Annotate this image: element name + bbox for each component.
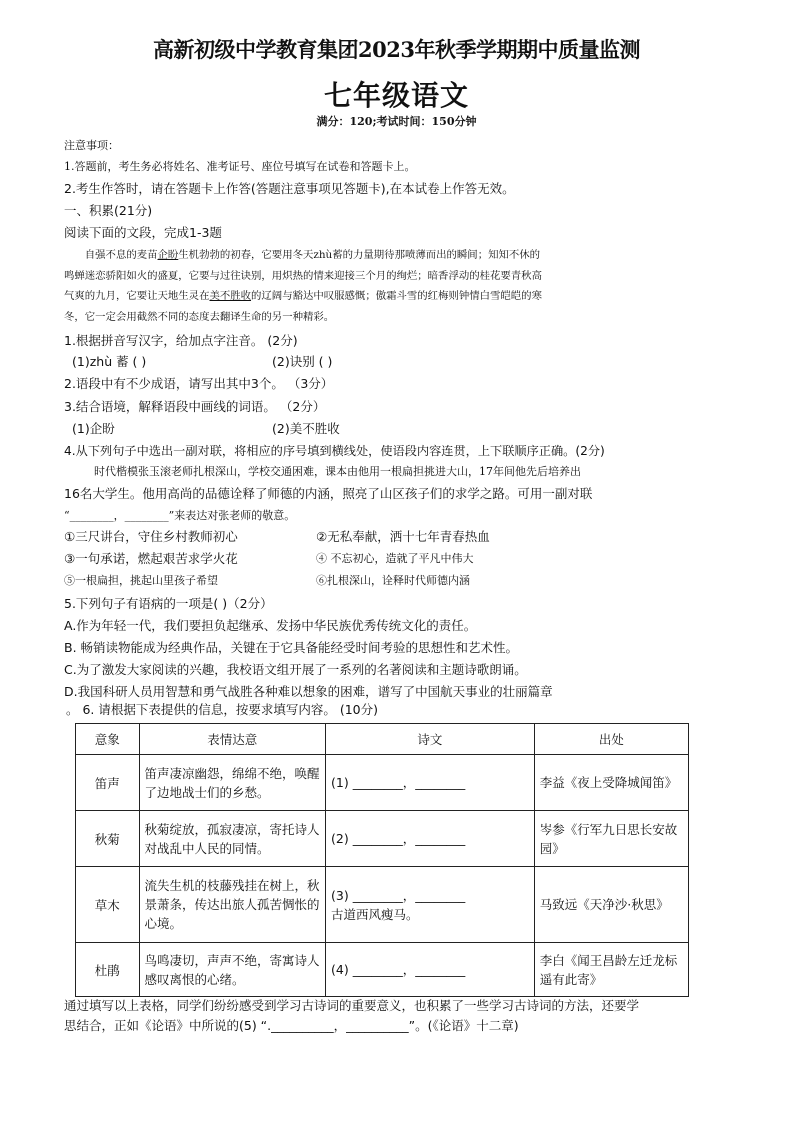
question-5-a: A.作为年轻一代，我们要担负起继承、发扬中华民族优秀传统文化的责任。 [64, 618, 477, 633]
option-4: ④ 不忘初心，造就了平凡中伟大 [316, 552, 474, 565]
question-5-stem: 5.下列句子有语病的一项是( )（2分） [64, 596, 273, 611]
section-1-title: 一、积累(21分) [64, 203, 153, 218]
cell-source: 李白《闻王昌龄左迁龙标遥有此寄》 [534, 943, 688, 997]
question-5-b: B. 畅销读物能成为经典作品，关键在于它具备能经受时间考验的思想性和艺术性。 [64, 640, 519, 655]
option-6: ⑥扎根深山，诠释时代师德内涵 [316, 574, 470, 587]
question-3-b: (2)美不胜收 [272, 421, 340, 436]
underlined-word-meibushengshou: 美不胜收 [209, 290, 252, 302]
poem-table [75, 723, 689, 997]
question-2-stem: 2.语段中有不少成语，请写出其中3个。 （3分） [64, 376, 334, 391]
passage-line-1: 自强不息的麦苗企盼生机勃勃的初春，它要用冬天zhù蓄的力量期待那喷薄而出的瞬间；知知不休的 [84, 249, 541, 261]
option-1: ①三尺讲台，守住乡村教师初心 [64, 529, 238, 544]
question-4-para-1: 时代楷模张玉滚老师扎根深山，学校交通困难，课本由他用一根扁担挑进大山，17年间他先后培养出 [94, 465, 581, 478]
table-header-image: 意象 [76, 724, 140, 755]
passage-line-3: 气爽的九月，它要让天地生灵在美不胜收的辽阔与豁达中叹服感慨；傲霜斗雪的红梅则钟情白雪皑皑的寒 [64, 290, 542, 302]
question-5-c: C.为了激发大家阅读的兴趣，我校语文组开展了一系列的名著阅读和主题诗歌朗诵。 [64, 662, 527, 677]
table-row [76, 867, 689, 943]
underlined-word-qipan: 企盼 [157, 249, 179, 261]
cell-image: 草木 [76, 867, 140, 943]
question-4-stem: 4.从下列句子中选出一副对联，将相应的序号填到横线处，使语段内容连贯，上下联顺序正确。(2分) [64, 444, 605, 458]
question-6-footer [64, 996, 744, 1036]
cell-image: 杜鹃 [76, 943, 140, 997]
question-5-d: D.我国科研人员用智慧和勇气战胜各种难以想象的困难，谱写了中国航天事业的壮丽篇章 [64, 684, 553, 699]
reading-passage [64, 245, 724, 327]
passage-line-4: 冬，它一定会用截然不同的态度去翻译生命的另一种精彩。 [64, 310, 335, 323]
cell-meaning: 流失生机的枝藤残挂在树上，秋景萧条，传达出旅人孤苦惆怅的心境。 [139, 867, 326, 943]
table-header-poem: 诗文 [326, 724, 535, 755]
cell-meaning: 鸟鸣凄切，声声不绝，寄寓诗人感叹离恨的心绪。 [139, 943, 326, 997]
footer-line-2: 思结合，正如《论语》中所说的(5) “.__________，__________”。(《论语》十二章) [64, 1018, 519, 1033]
table-header-row [76, 724, 689, 755]
question-6-stem: 。 6. 请根据下表提供的信息，按要求填写内容。 (10分) [66, 702, 379, 717]
cell-poem-blank[interactable]: (3) ________，________ [331, 887, 466, 903]
table-row [76, 943, 689, 997]
cell-source: 李益《夜上受降城闻笛》 [534, 755, 688, 811]
exam-title: 高新初级中学教育集团2023年秋季学期期中质量监测 [153, 37, 640, 62]
cell-meaning: 笛声凄凉幽怨，绵绵不绝，唤醒了边地战士们的乡愁。 [139, 755, 326, 811]
note-2: 2.考生作答时，请在答题卡上作答(答题注意事项见答题卡),在本试卷上作答无效。 [64, 181, 515, 196]
option-3: ③一句承诺，燃起艰苦求学火花 [64, 551, 238, 566]
option-2: ②无私奉献，洒十七年青春热血 [316, 529, 490, 544]
exam-meta: 满分：120;考试时间：150分钟 [316, 115, 477, 128]
footer-line-1: 通过填写以上表格，同学们纷纷感受到学习古诗词的重要意义，也积累了一些学习古诗词的方法，还要学 [64, 998, 640, 1013]
cell-poem-blank[interactable]: (2) ________，________ [326, 811, 535, 867]
passage-line-2: 鸣蝉迷恋骄阳如火的盛夏，它要与过往诀别，用炽热的情来迎接三个月的绚烂；暗香浮动的桂花要青秋高 [64, 269, 542, 282]
table-row [76, 811, 689, 867]
question-1-b: (2)诀别 ( ) [272, 354, 333, 369]
question-4-para-3: “________，________”来表达对张老师的敬意。 [64, 509, 296, 522]
notes-heading: 注意事项： [64, 139, 119, 152]
table-header-source: 出处 [534, 724, 688, 755]
cell-source: 岑参《行军九日思长安故园》 [534, 811, 688, 867]
question-1-a: (1)zhù 蓄 ( ) [72, 354, 147, 369]
note-1: 1.答题前，考生务必将姓名、准考证号、座位号填写在试卷和答题卡上。 [64, 160, 416, 173]
cell-poem-blank[interactable]: (4) ________，________ [326, 943, 535, 997]
cell-source: 马致远《天净沙·秋思》 [534, 867, 688, 943]
cell-poem-blank[interactable]: (1) ________，________ [326, 755, 535, 811]
option-5: ⑤一根扁担，挑起山里孩子希望 [64, 574, 218, 587]
table-header-meaning: 表情达意 [139, 724, 326, 755]
table-row [76, 755, 689, 811]
question-3-a: (1)企盼 [72, 421, 115, 436]
question-1-stem: 1.根据拼音写汉字，给加点字注音。 (2分) [64, 333, 298, 348]
section-1-instruction: 阅读下面的文段，完成1-3题 [64, 225, 222, 240]
cell-image: 秋菊 [76, 811, 140, 867]
question-4-para-2: 16名大学生。他用高尚的品德诠释了师德的内涵，照亮了山区孩子们的求学之路。可用一副对联 [64, 486, 593, 501]
cell-poem-line: 古道西风瘦马。 [331, 906, 419, 922]
question-3-stem: 3.结合语境，解释语段中画线的词语。 （2分） [64, 399, 326, 414]
cell-poem[interactable] [326, 867, 535, 943]
subject-title: 七年级语文 [323, 79, 469, 112]
cell-image: 笛声 [76, 755, 140, 811]
cell-meaning: 秋菊绽放，孤寂凄凉，寄托诗人对战乱中人民的同情。 [139, 811, 326, 867]
